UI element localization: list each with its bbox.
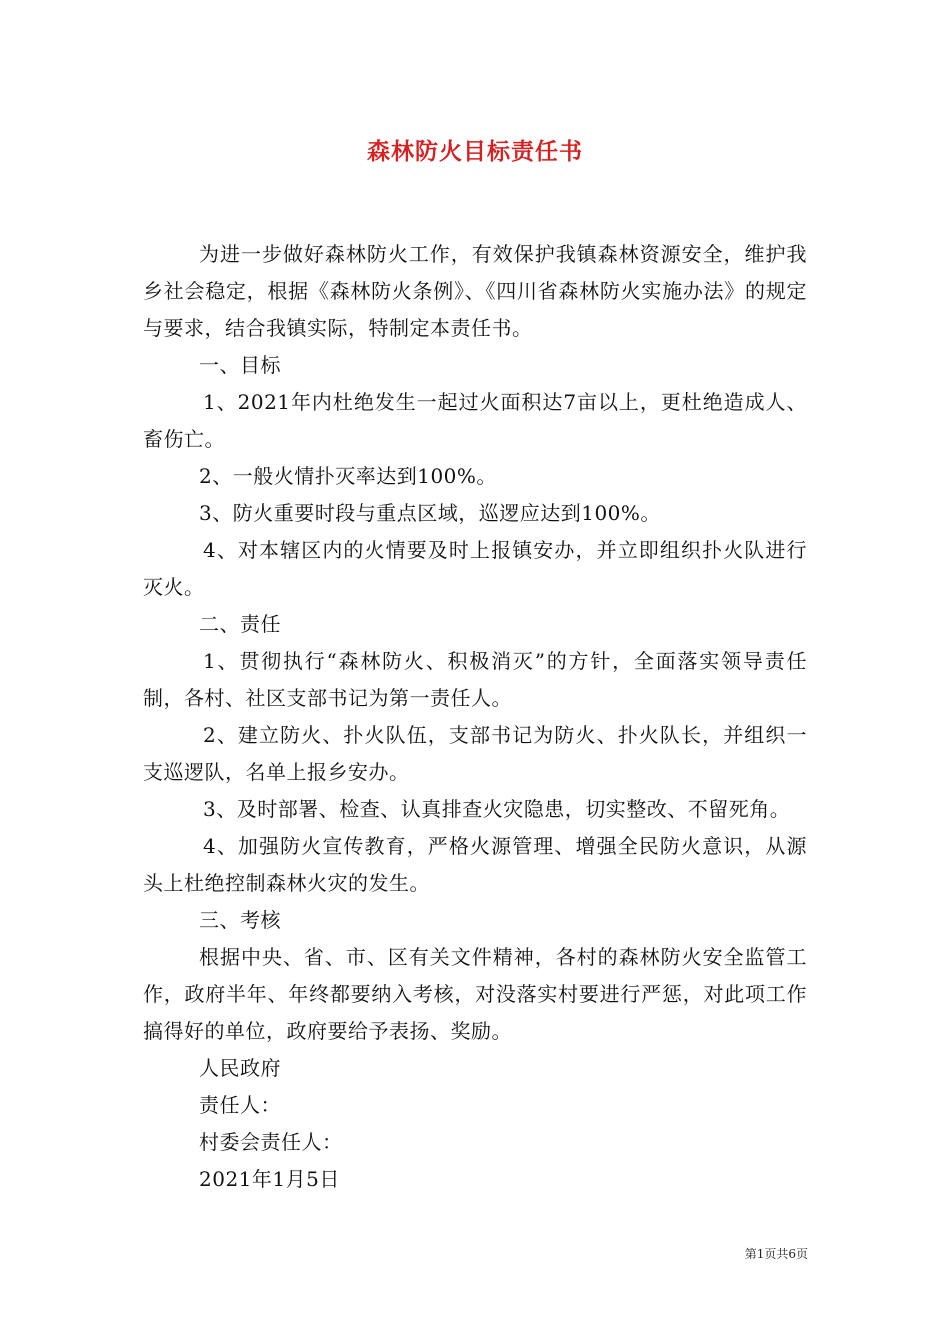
section-heading-assessment: 三、考核 (199, 908, 281, 932)
assessment-paragraph: 根据中央、省、市、区有关文件精神，各村的森林防火安全监管工作，政府半年、年终都要纳入考核，对没落实村要进行严惩，对此项工作搞得好的单位，政府要给予表扬、奖励。 (143, 945, 807, 1043)
signature-government: 人民政府 (199, 1056, 281, 1080)
responsibility-item-2: 2、建立防火、扑火队伍，支部书记为防火、扑火队长，并组织一支巡逻队，名单上报乡安办。 (143, 723, 807, 784)
section-heading-responsibility: 二、责任 (199, 612, 281, 636)
goal-item-2: 2、一般火情扑灭率达到100%。 (199, 464, 497, 488)
signature-village-committee: 村委会责任人： (199, 1130, 343, 1154)
goal-item-1: 1、2021年内杜绝发生一起过火面积达7亩以上，更杜绝造成人、畜伤亡。 (143, 390, 807, 451)
goal-item-4: 4、对本辖区内的火情要及时上报镇安办，并立即组织扑火队进行灭火。 (143, 538, 807, 599)
document-date: 2021年1月5日 (199, 1167, 340, 1191)
responsibility-item-4: 4、加强防火宣传教育，严格火源管理、增强全民防火意识，从源头上杜绝控制森林火灾的发生。 (143, 834, 807, 895)
section-heading-goals: 一、目标 (199, 353, 281, 377)
goal-item-3: 3、防火重要时段与重点区域，巡逻应达到100%。 (199, 501, 661, 525)
intro-paragraph: 为进一步做好森林防火工作，有效保护我镇森林资源安全，维护我乡社会稳定，根据《森林防火条例》、《四川省森林防火实施办法》的规定与要求，结合我镇实际，特制定本责任书。 (143, 242, 807, 340)
document-body (143, 236, 807, 1198)
signature-responsible-person: 责任人： (199, 1093, 281, 1117)
responsibility-item-1: 1、贯彻执行“森林防火、积极消灭”的方针，全面落实领导责任制，各村、社区支部书记为第一责任人。 (143, 649, 807, 710)
document-title: 森林防火目标责任书 (367, 139, 583, 165)
responsibility-item-3: 3、及时部署、检查、认真排查火灾隐患，切实整改、不留死角。 (203, 797, 791, 821)
page-number: 第1页共6页 (744, 1247, 808, 1261)
